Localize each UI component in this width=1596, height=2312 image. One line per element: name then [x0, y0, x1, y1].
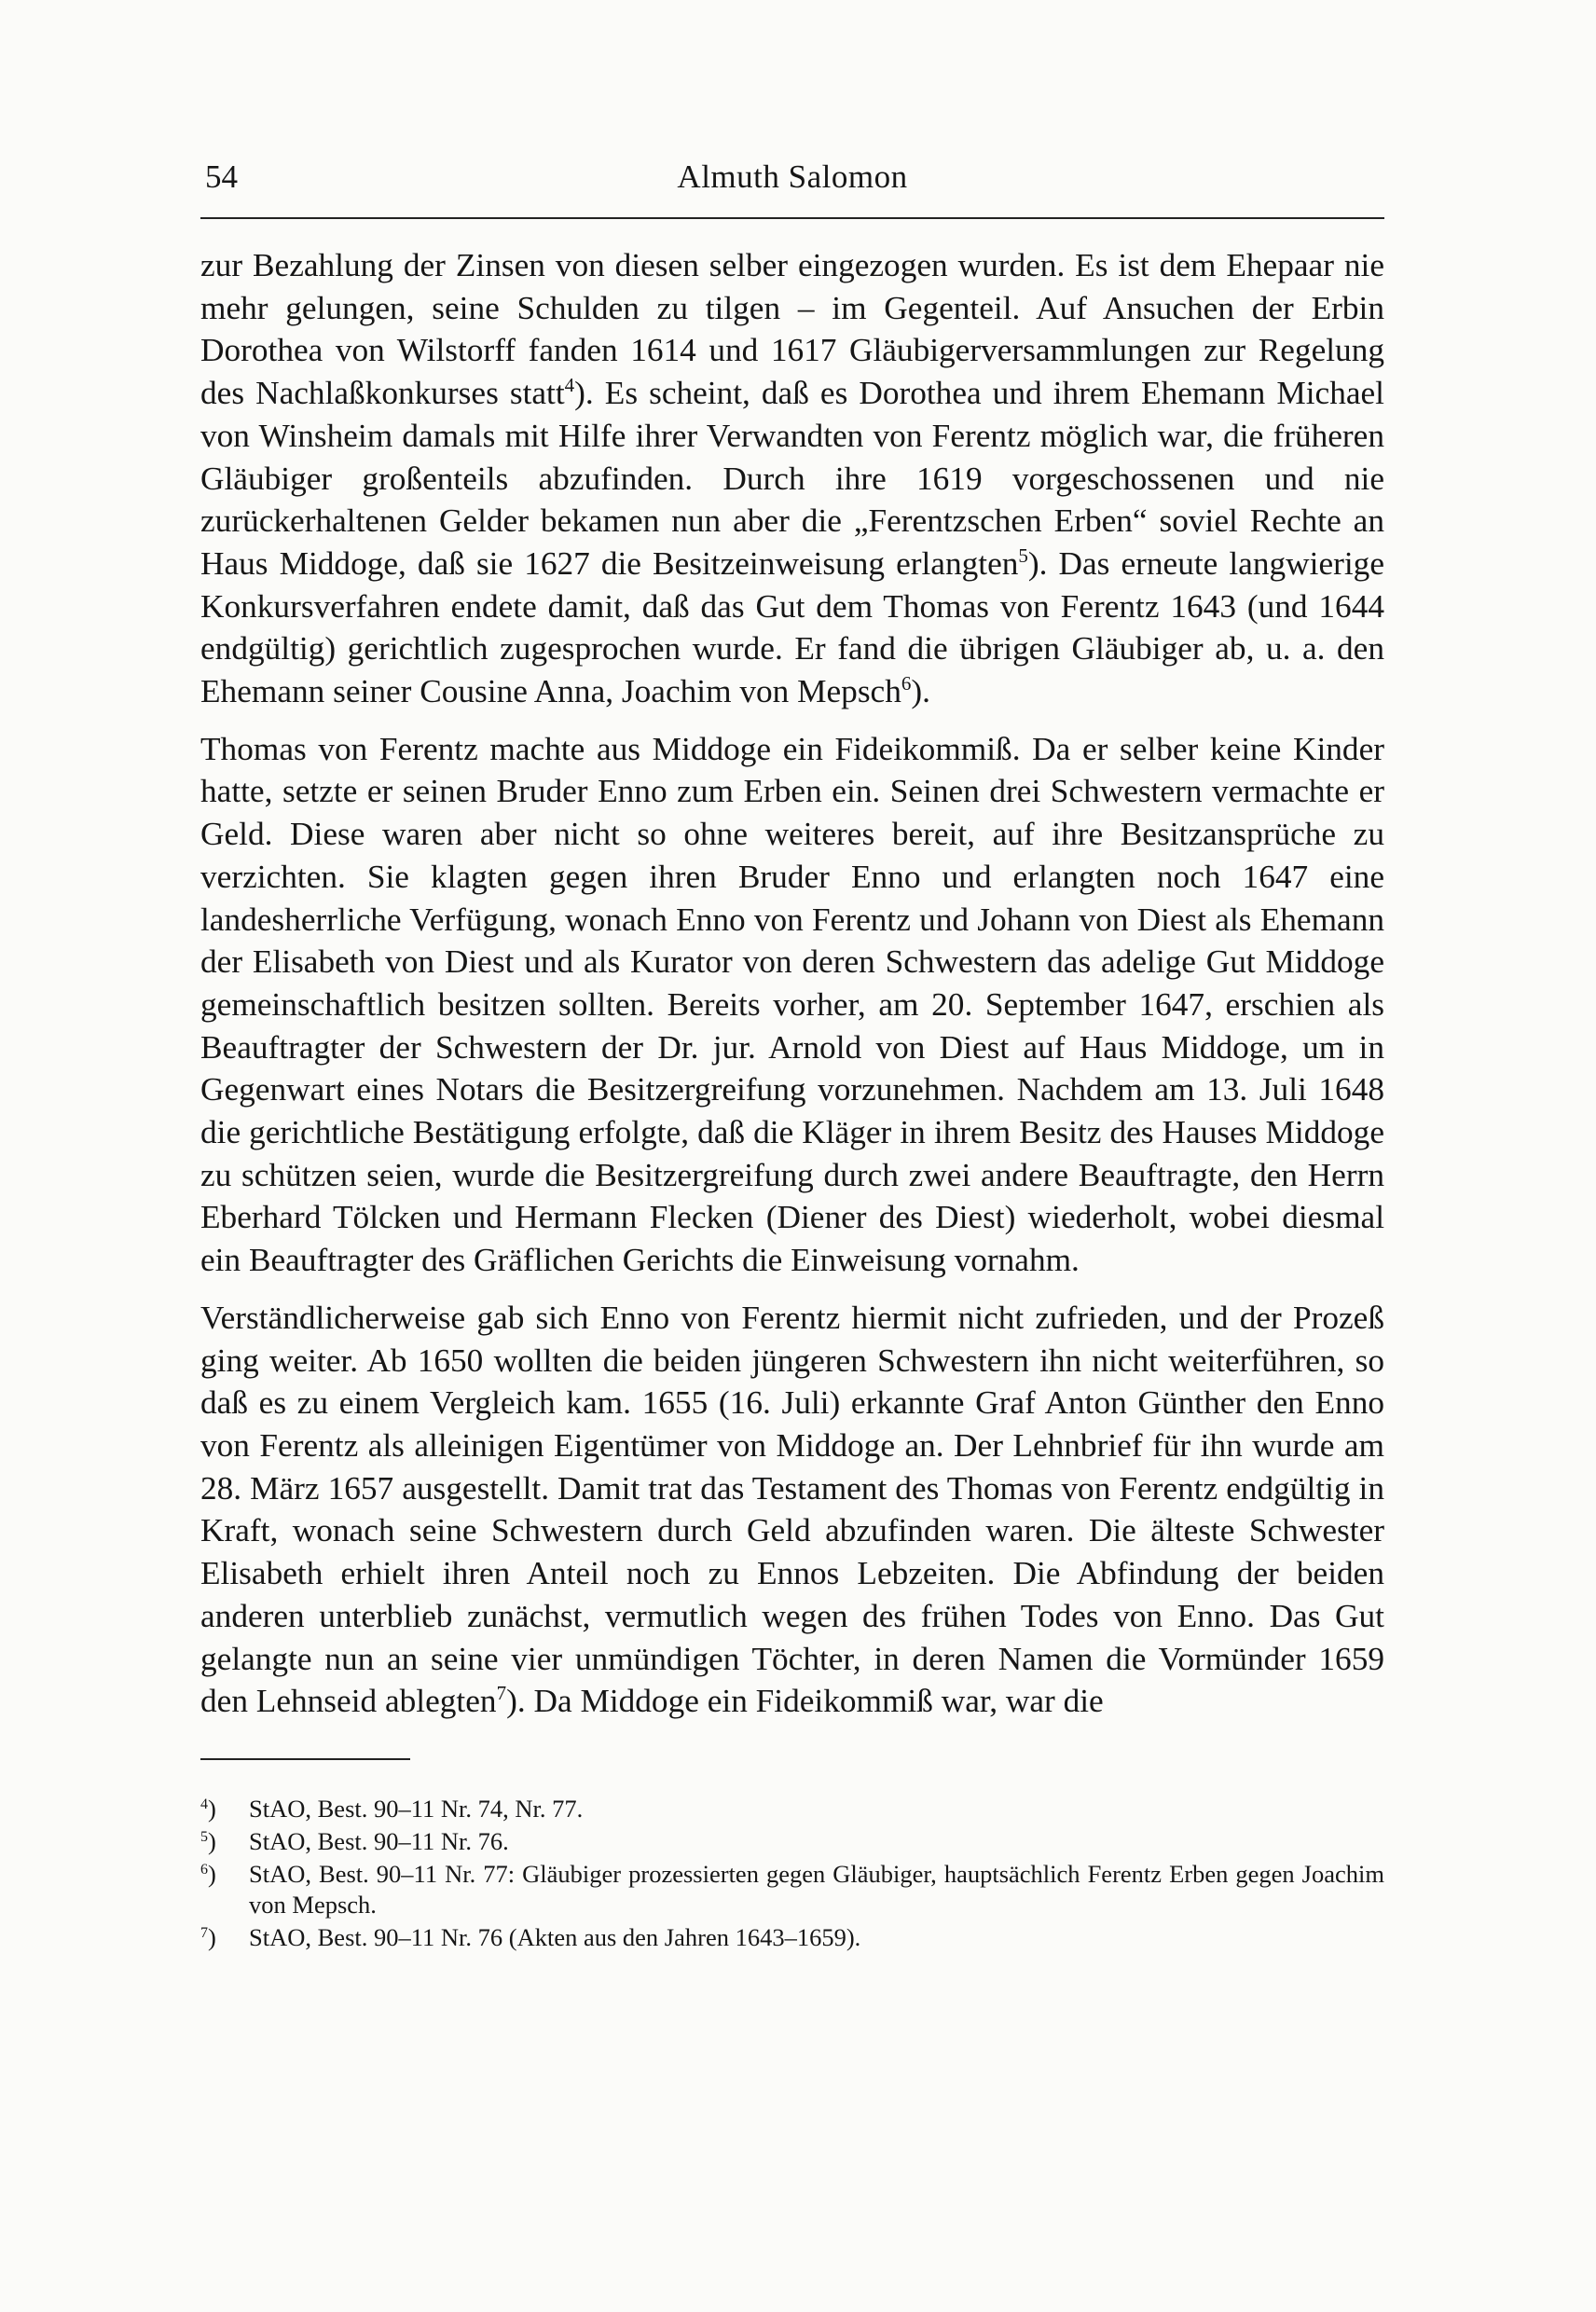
text-run: zur Bezahlung der Zinsen von diesen selber eingezogen wurden. Es ist dem Ehepaar nie mehr gelungen, seine Schulden zu tilgen – im Gegenteil. Auf Ansuchen der Erbin Dorothea von Wilstorff fanden 1614 und 1617 Gläubigerversammlungen zur Regelung des Nachlaßkonkurses statt	[200, 247, 1384, 412]
footnotes	[200, 1794, 1384, 1953]
paragraph-3	[200, 1297, 1384, 1723]
page	[200, 154, 1384, 1955]
body-text	[200, 244, 1384, 1723]
footnote-4	[200, 1794, 1384, 1824]
footnote-mark: $^6$)	[200, 1859, 216, 1888]
page-number: 54	[205, 158, 238, 195]
text-run: Thomas von Ferentz machte aus Middoge ein Fideikommiß. Da er selber keine Kinder hatte, setzte er seinen Bruder Enno zum Erben ein. Seinen drei Schwestern vermachte er Geld. Diese waren aber nicht so ohne weiteres bereit, auf ihre Besitzansprüche zu verzichten. Sie klagten gegen ihren Bruder Enno und erlangten noch 1647 eine landesherrliche Verfügung, wonach Enno von Ferentz und Johann von Diest als Ehemann der Elisabeth von Diest und als Kurator von deren Schwestern das adelige Gut Middoge gemeinschaftlich besitzen sollten. Bereits vorher, am 20. September 1647, erschien als Beauftragter der Schwestern der Dr. jur. Arnold von Diest auf Haus Middoge, um in Gegenwart eines Notars die Besitzergreifung vorzunehmen. Nachdem am 13. Juli 1648 die gerichtliche Bestätigung erfolgte, daß die Kläger in ihrem Besitz des Hauses Middoge zu schützen seien, wurde die Besitzergreifung durch zwei andere Beauftragte, den Herrn Eberhard Tölcken und Hermann Flecken (Diener des Diest) wiederholt, wobei diesmal ein Beauftragter des Gräflichen Gerichts die Einweisung vornahm.	[200, 730, 1384, 1279]
footnote-ref-5[interactable]: 5	[1018, 544, 1028, 567]
footnote-rule	[200, 1758, 410, 1760]
footnote-mark: $^7$)	[200, 1922, 216, 1951]
footnote-text: StAO, Best. 90–11 Nr. 76.	[249, 1826, 509, 1855]
footnote-mark: $^5$)	[200, 1826, 216, 1855]
footnote-text: StAO, Best. 90–11 Nr. 77: Gläubiger prozessierten gegen Gläubiger, hauptsächlich Ferentz Erben gegen Joachim von Mepsch.	[249, 1859, 1384, 1919]
footnote-6	[200, 1859, 1384, 1920]
footnote-mark: $^4$)	[200, 1794, 216, 1823]
text-run: ). Das erneute langwierige Konkursverfahren endete damit, daß das Gut dem Thomas von Ferentz 1643 (und 1644 endgültig) gerichtlich zugesprochen wurde. Er fand die übrigen Gläubiger ab, u. a. den Ehemann seiner Cousine Anna, Joachim von Mepsch	[200, 544, 1384, 710]
text-run: ).	[911, 673, 930, 710]
footnote-text: StAO, Best. 90–11 Nr. 76 (Akten aus den Jahren 1643–1659).	[249, 1922, 861, 1951]
running-title: Almuth Salomon	[677, 158, 908, 195]
footnote-5	[200, 1826, 1384, 1857]
paragraph-2	[200, 728, 1384, 1282]
text-run: ). Es scheint, daß es Dorothea und ihrem Ehemann Michael von Winsheim damals mit Hilfe ihrer Verwandten von Ferentz möglich war, die früheren Gläubiger großenteils abzufinden. Durch ihre 1619 vorgeschossenen und nie zurückerhaltenen Gelder bekamen nun aber die „Ferentzschen Erben“ soviel Rechte an Haus Middoge, daß sie 1627 die Besitzeinweisung erlangten	[200, 375, 1384, 582]
footnote-7	[200, 1922, 1384, 1953]
footnote-ref-6[interactable]: 6	[901, 672, 912, 695]
running-head	[200, 154, 1384, 200]
header-rule	[200, 217, 1384, 219]
footnote-ref-4[interactable]: 4	[564, 374, 575, 397]
text-run: ). Da Middoge ein Fideikommiß war, war die	[506, 1683, 1104, 1720]
footnote-text: StAO, Best. 90–11 Nr. 74, Nr. 77.	[249, 1794, 584, 1823]
footnote-ref-7[interactable]: 7	[496, 1682, 507, 1705]
text-run: Verständlicherweise gab sich Enno von Ferentz hiermit nicht zufrieden, und der Prozeß ging weiter. Ab 1650 wollten die beiden jüngeren Schwestern ihn nicht weiterführen, so daß es zu einem Vergleich kam. 1655 (16. Juli) erkannte Graf Anton Günther den Enno von Ferentz als alleinigen Eigentümer von Middoge an. Der Lehnbrief für ihn wurde am 28. März 1657 ausgestellt. Damit trat das Testament des Thomas von Ferentz endgültig in Kraft, wonach seine Schwestern durch Geld abzufinden waren. Die älteste Schwester Elisabeth erhielt ihren Anteil noch zu Ennos Lebzeiten. Die Abfindung der beiden anderen unterblieb zunächst, vermutlich wegen des frühen Todes von Enno. Das Gut gelangte nun an seine vier unmündigen Töchter, in deren Namen die Vormünder 1659 den Lehnseid ablegten	[200, 1299, 1384, 1720]
paragraph-1	[200, 244, 1384, 713]
